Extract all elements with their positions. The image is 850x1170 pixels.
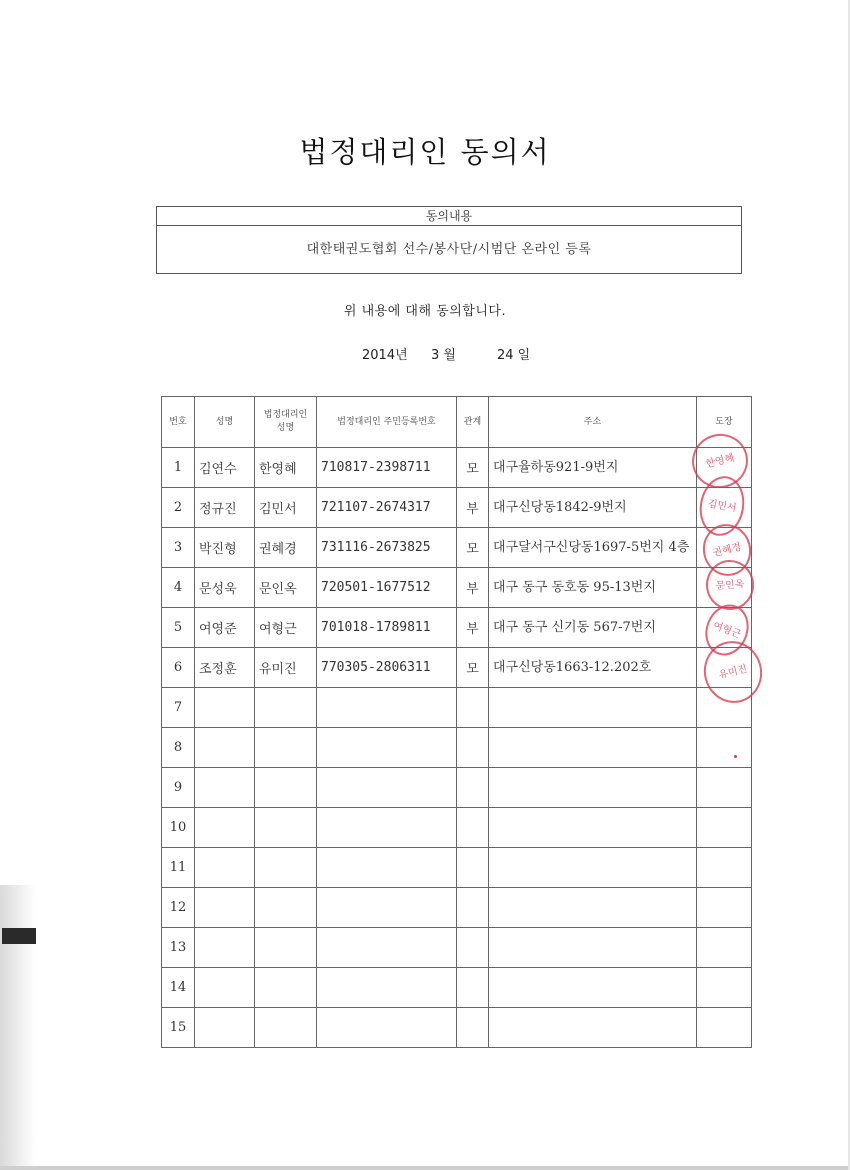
cell-guardian-id <box>317 928 457 968</box>
cell-guardian-id <box>317 968 457 1008</box>
table-header-row <box>162 397 752 448</box>
table-row <box>162 728 752 768</box>
cell-relation <box>457 808 489 848</box>
cell-relation: 부 <box>457 488 489 528</box>
cell-guardian <box>255 808 317 848</box>
cell-no: 13 <box>162 928 195 968</box>
date-year: 2014년 <box>362 348 408 363</box>
cell-guardian: 여형근 <box>255 608 317 648</box>
cell-seal <box>697 728 752 768</box>
cell-guardian: 문인옥 <box>255 568 317 608</box>
cell-name <box>195 848 255 888</box>
cell-guardian-id <box>317 808 457 848</box>
cell-relation: 부 <box>457 608 489 648</box>
cell-guardian-id: 701018-1789811 <box>317 608 457 648</box>
cell-address <box>489 888 697 928</box>
header-no: 번호 <box>162 397 195 448</box>
cell-address <box>489 1008 697 1048</box>
cell-no: 10 <box>162 808 195 848</box>
table-row <box>162 768 752 808</box>
cell-name: 박진형 <box>195 528 255 568</box>
cell-address: 대구 동구 동호동 95-13번지 <box>489 568 697 608</box>
table-row <box>162 928 752 968</box>
table-row <box>162 808 752 848</box>
table-row <box>162 608 752 648</box>
cell-relation <box>457 688 489 728</box>
cell-no: 6 <box>162 648 195 688</box>
guardian-table <box>161 396 752 1048</box>
seal-stamp: 한영혜 <box>686 428 753 494</box>
agreement-box <box>156 206 742 274</box>
cell-guardian <box>255 928 317 968</box>
cell-address: 대구율하동921-9번지 <box>489 448 697 488</box>
cell-guardian: 유미진 <box>255 648 317 688</box>
header-relation: 관계 <box>457 397 489 448</box>
agreement-header: 동의내용 <box>157 207 741 226</box>
cell-guardian: 권혜경 <box>255 528 317 568</box>
cell-guardian-id: 721107-2674317 <box>317 488 457 528</box>
cell-seal <box>697 848 752 888</box>
cell-guardian-id: 710817-2398711 <box>317 448 457 488</box>
cell-seal <box>697 808 752 848</box>
cell-no: 15 <box>162 1008 195 1048</box>
cell-guardian-id <box>317 768 457 808</box>
table-row <box>162 528 752 568</box>
header-address: 주소 <box>489 397 697 448</box>
cell-guardian <box>255 888 317 928</box>
cell-address: 대구신당동1842-9번지 <box>489 488 697 528</box>
cell-relation <box>457 888 489 928</box>
agreement-content: 대한태권도협회 선수/봉사단/시범단 온라인 등록 <box>306 242 592 257</box>
cell-guardian-id <box>317 728 457 768</box>
cell-seal <box>697 768 752 808</box>
cell-no: 12 <box>162 888 195 928</box>
cell-guardian-id: 770305-2806311 <box>317 648 457 688</box>
cell-address <box>489 968 697 1008</box>
cell-name <box>195 968 255 1008</box>
cell-relation <box>457 768 489 808</box>
cell-name: 여영준 <box>195 608 255 648</box>
header-guardian-name: 법정대리인 성명 <box>255 397 317 448</box>
cell-name <box>195 888 255 928</box>
table-row <box>162 568 752 608</box>
cell-name <box>195 1008 255 1048</box>
cell-guardian <box>255 728 317 768</box>
cell-guardian <box>255 968 317 1008</box>
table-row <box>162 888 752 928</box>
cell-seal <box>697 1008 752 1048</box>
cell-no: 1 <box>162 448 195 488</box>
cell-name: 조정훈 <box>195 648 255 688</box>
cell-guardian-id: 731116-2673825 <box>317 528 457 568</box>
cell-no: 2 <box>162 488 195 528</box>
cell-no: 14 <box>162 968 195 1008</box>
cell-relation: 모 <box>457 648 489 688</box>
cell-guardian-id: 720501-1677512 <box>317 568 457 608</box>
cell-guardian <box>255 1008 317 1048</box>
cell-name: 김연수 <box>195 448 255 488</box>
cell-address <box>489 768 697 808</box>
table-row <box>162 968 752 1008</box>
cell-no: 9 <box>162 768 195 808</box>
cell-address: 대구 동구 신기동 567-7번지 <box>489 608 697 648</box>
cell-address <box>489 928 697 968</box>
cell-no: 8 <box>162 728 195 768</box>
cell-relation: 모 <box>457 448 489 488</box>
cell-relation <box>457 848 489 888</box>
seal-stamp: 김민서 <box>695 473 749 540</box>
cell-relation: 부 <box>457 568 489 608</box>
date-day: 24 일 <box>497 348 531 363</box>
table-row <box>162 488 752 528</box>
cell-name <box>195 768 255 808</box>
cell-relation <box>457 928 489 968</box>
cell-guardian <box>255 688 317 728</box>
table-row <box>162 848 752 888</box>
table-row <box>162 688 752 728</box>
table-row <box>162 1008 752 1048</box>
cell-address <box>489 728 697 768</box>
date-month: 3 월 <box>431 348 456 363</box>
cell-address <box>489 688 697 728</box>
cell-guardian <box>255 768 317 808</box>
cell-no: 5 <box>162 608 195 648</box>
cell-no: 7 <box>162 688 195 728</box>
cell-guardian: 김민서 <box>255 488 317 528</box>
scan-edge-bottom <box>0 1166 850 1170</box>
cell-relation <box>457 728 489 768</box>
cell-guardian-id <box>317 688 457 728</box>
header-seal: 도장 <box>697 397 752 448</box>
seal-stamp: 권혜경 <box>697 519 756 581</box>
cell-relation: 모 <box>457 528 489 568</box>
cell-name <box>195 808 255 848</box>
cell-name: 문성욱 <box>195 568 255 608</box>
scan-mark <box>2 928 36 944</box>
cell-seal <box>697 888 752 928</box>
cell-relation <box>457 1008 489 1048</box>
cell-name <box>195 728 255 768</box>
cell-guardian-id <box>317 848 457 888</box>
page-title: 법정대리인 동의서 <box>299 135 551 169</box>
cell-guardian: 한영혜 <box>255 448 317 488</box>
seal-stamp: 문인옥 <box>704 558 755 611</box>
cell-relation <box>457 968 489 1008</box>
cell-name: 정규진 <box>195 488 255 528</box>
ink-dot <box>734 755 737 758</box>
header-guardian-id: 법정대리인 주민등록번호 <box>317 397 457 448</box>
cell-seal <box>697 968 752 1008</box>
cell-guardian <box>255 848 317 888</box>
cell-name <box>195 688 255 728</box>
cell-address <box>489 848 697 888</box>
table-row <box>162 648 752 688</box>
cell-no: 11 <box>162 848 195 888</box>
seal-stamp: 여형근 <box>698 598 755 661</box>
cell-guardian-id <box>317 888 457 928</box>
table-row <box>162 448 752 488</box>
cell-address <box>489 808 697 848</box>
cell-no: 3 <box>162 528 195 568</box>
cell-no: 4 <box>162 568 195 608</box>
consent-statement: 위 내용에 대해 동의합니다. <box>343 304 507 319</box>
cell-seal <box>697 928 752 968</box>
cell-name <box>195 928 255 968</box>
cell-guardian-id <box>317 1008 457 1048</box>
cell-address: 대구달서구신당동1697-5번지 4층 <box>489 528 697 568</box>
seal-stamp: 유미진 <box>697 635 768 709</box>
header-name: 성명 <box>195 397 255 448</box>
cell-address: 대구신당동1663-12.202호 <box>489 648 697 688</box>
